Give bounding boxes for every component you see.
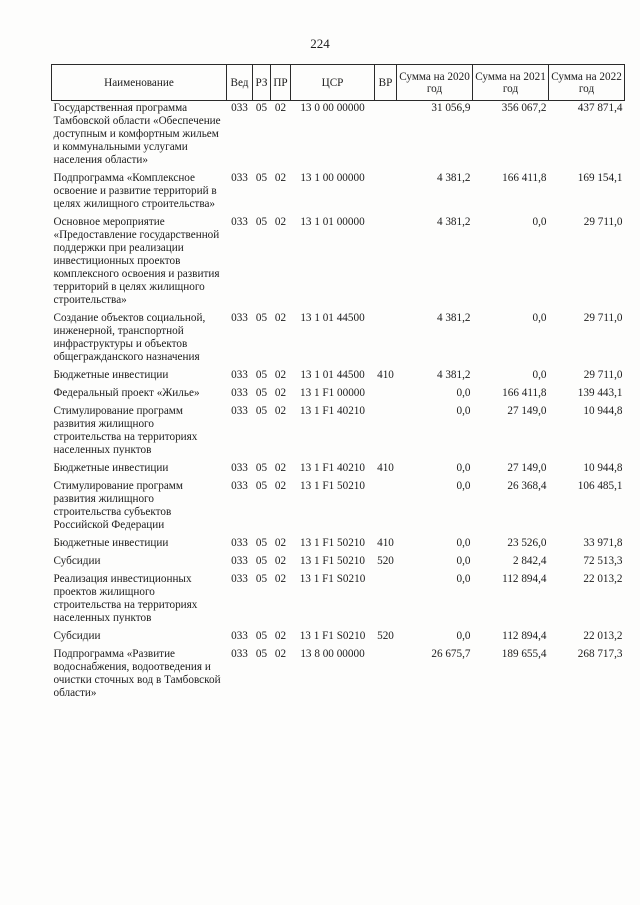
row-rz: 05 bbox=[255, 480, 268, 492]
row-vr: 520 bbox=[377, 555, 394, 567]
row-sum-2021: 0,0 bbox=[532, 216, 547, 228]
row-rz: 05 bbox=[255, 573, 268, 585]
row-rz: 05 bbox=[255, 462, 268, 474]
row-sum-2020: 0,0 bbox=[456, 387, 471, 399]
row-rz: 05 bbox=[255, 648, 268, 660]
page-number: 224 bbox=[310, 36, 330, 51]
row-ved: 033 bbox=[231, 537, 248, 549]
table-body bbox=[52, 101, 625, 706]
row-sum-2020: 26 675,7 bbox=[431, 648, 471, 660]
row-sum-2020: 0,0 bbox=[456, 462, 471, 474]
col-sum-2021: Сумма на 2021 год bbox=[473, 65, 549, 101]
row-sum-2020: 0,0 bbox=[456, 537, 471, 549]
row-vr bbox=[375, 101, 397, 173]
row-vr: 410 bbox=[377, 369, 394, 381]
row-ved: 033 bbox=[231, 648, 248, 660]
row-pr: 02 bbox=[274, 216, 287, 228]
row-pr: 02 bbox=[274, 405, 287, 417]
row-csr: 13 1 01 44500 bbox=[300, 312, 365, 324]
row-pr: 02 bbox=[274, 537, 287, 549]
row-rz: 05 bbox=[255, 216, 268, 228]
row-sum-2021: 112 894,4 bbox=[502, 573, 547, 585]
row-ved: 033 bbox=[231, 387, 248, 399]
row-sum-2021: 189 655,4 bbox=[501, 648, 547, 660]
row-name: Стимулирование программ развития жилищного строительства на территориях населенных пунктов bbox=[53, 405, 198, 456]
table-row bbox=[52, 630, 625, 648]
row-name: Основное мероприятие «Предоставление государственной поддержки при реализации инвестиционных проектов комплексного освоения и развития территорий в целях жилищного строительства» bbox=[53, 216, 220, 306]
row-sum-2020: 4 381,2 bbox=[436, 312, 471, 324]
row-sum-2022: 139 443,1 bbox=[577, 387, 623, 399]
row-ved: 033 bbox=[231, 630, 248, 642]
row-sum-2021: 26 368,4 bbox=[507, 480, 547, 492]
row-sum-2022: 437 871,4 bbox=[577, 102, 623, 114]
row-rz: 05 bbox=[255, 172, 268, 184]
table-row bbox=[52, 462, 625, 480]
col-rz: РЗ bbox=[253, 65, 271, 101]
col-sum-2022: Сумма на 2022 год bbox=[549, 65, 625, 101]
row-vr bbox=[375, 387, 397, 405]
row-sum-2021: 166 411,8 bbox=[502, 172, 547, 184]
row-rz: 05 bbox=[255, 387, 268, 399]
row-sum-2022: 268 717,3 bbox=[577, 648, 623, 660]
row-csr: 13 1 F1 50210 bbox=[300, 537, 365, 549]
header-row bbox=[52, 65, 625, 101]
row-vr bbox=[375, 312, 397, 369]
row-sum-2020: 0,0 bbox=[456, 573, 471, 585]
row-csr: 13 1 F1 50210 bbox=[300, 555, 365, 567]
row-csr: 13 8 00 00000 bbox=[300, 648, 365, 660]
row-rz: 05 bbox=[255, 312, 268, 324]
row-vr bbox=[375, 405, 397, 462]
row-sum-2020: 4 381,2 bbox=[436, 369, 471, 381]
row-sum-2020: 31 056,9 bbox=[431, 102, 471, 114]
row-vr bbox=[375, 573, 397, 630]
row-pr: 02 bbox=[274, 102, 287, 114]
row-sum-2022: 29 711,0 bbox=[583, 369, 623, 381]
table-row bbox=[52, 216, 625, 312]
row-name: Субсидии bbox=[53, 630, 101, 642]
row-sum-2022: 22 013,2 bbox=[583, 573, 623, 585]
row-csr: 13 1 F1 50210 bbox=[300, 480, 365, 492]
row-sum-2022: 106 485,1 bbox=[577, 480, 623, 492]
row-csr: 13 1 F1 40210 bbox=[300, 405, 365, 417]
col-sum-2020: Сумма на 2020 год bbox=[397, 65, 473, 101]
row-ved: 033 bbox=[231, 312, 248, 324]
row-name: Государственная программа Тамбовской области «Обеспечение доступным и комфортным жильем и коммунальными услугами населения области» bbox=[53, 102, 221, 166]
row-vr: 410 bbox=[377, 537, 394, 549]
row-sum-2021: 27 149,0 bbox=[507, 462, 547, 474]
row-rz: 05 bbox=[255, 537, 268, 549]
col-pr: ПР bbox=[271, 65, 291, 101]
row-sum-2021: 23 526,0 bbox=[507, 537, 547, 549]
row-sum-2022: 169 154,1 bbox=[577, 172, 623, 184]
row-ved: 033 bbox=[231, 216, 248, 228]
row-vr bbox=[375, 648, 397, 705]
row-ved: 033 bbox=[231, 573, 248, 585]
row-ved: 033 bbox=[231, 405, 248, 417]
row-sum-2022: 22 013,2 bbox=[583, 630, 623, 642]
row-pr: 02 bbox=[274, 648, 287, 660]
col-csr: ЦСР bbox=[291, 65, 375, 101]
row-sum-2021: 27 149,0 bbox=[507, 405, 547, 417]
table-row bbox=[52, 369, 625, 387]
row-vr bbox=[375, 172, 397, 216]
col-ved: Вед bbox=[227, 65, 253, 101]
row-name: Субсидии bbox=[53, 555, 101, 567]
row-name: Бюджетные инвестиции bbox=[53, 537, 169, 549]
row-vr bbox=[375, 480, 397, 537]
row-name: Подпрограмма «Комплексное освоение и развитие территорий в целях жилищного строительства» bbox=[53, 172, 217, 210]
table-row bbox=[52, 648, 625, 705]
row-sum-2022: 29 711,0 bbox=[583, 312, 623, 324]
row-name: Федеральный проект «Жилье» bbox=[53, 387, 200, 399]
row-csr: 13 1 01 00000 bbox=[300, 216, 365, 228]
row-rz: 05 bbox=[255, 405, 268, 417]
budget-table bbox=[51, 64, 625, 705]
row-csr: 13 1 01 44500 bbox=[300, 369, 365, 381]
row-csr: 13 0 00 00000 bbox=[300, 102, 365, 114]
row-csr: 13 1 00 00000 bbox=[300, 172, 365, 184]
row-ved: 033 bbox=[231, 102, 248, 114]
col-vr: ВР bbox=[375, 65, 397, 101]
row-csr: 13 1 F1 S0210 bbox=[299, 630, 366, 642]
row-sum-2022: 33 971,8 bbox=[583, 537, 623, 549]
row-sum-2020: 4 381,2 bbox=[436, 172, 471, 184]
row-sum-2020: 0,0 bbox=[456, 630, 471, 642]
row-vr bbox=[375, 216, 397, 312]
row-name: Бюджетные инвестиции bbox=[53, 462, 169, 474]
row-rz: 05 bbox=[255, 102, 268, 114]
table-row bbox=[52, 387, 625, 405]
row-pr: 02 bbox=[274, 573, 287, 585]
row-sum-2021: 112 894,4 bbox=[502, 630, 547, 642]
table-row bbox=[52, 172, 625, 216]
row-pr: 02 bbox=[274, 172, 287, 184]
row-pr: 02 bbox=[274, 555, 287, 567]
row-sum-2021: 356 067,2 bbox=[501, 102, 547, 114]
row-csr: 13 1 F1 00000 bbox=[300, 387, 365, 399]
row-ved: 033 bbox=[231, 369, 248, 381]
row-pr: 02 bbox=[274, 312, 287, 324]
row-pr: 02 bbox=[274, 480, 287, 492]
row-name: Реализация инвестиционных проектов жилищного строительства на территориях населенных пунктов bbox=[53, 573, 198, 624]
col-name: Наименование bbox=[52, 65, 227, 101]
row-ved: 033 bbox=[231, 480, 248, 492]
row-csr: 13 1 F1 S0210 bbox=[299, 573, 366, 585]
row-sum-2021: 166 411,8 bbox=[502, 387, 547, 399]
row-pr: 02 bbox=[274, 630, 287, 642]
row-sum-2020: 0,0 bbox=[456, 555, 471, 567]
row-sum-2021: 0,0 bbox=[532, 312, 547, 324]
row-pr: 02 bbox=[274, 387, 287, 399]
row-sum-2020: 0,0 bbox=[456, 405, 471, 417]
row-sum-2021: 0,0 bbox=[532, 369, 547, 381]
row-name: Стимулирование программ развития жилищного строительства субъектов Российской Федерации bbox=[53, 480, 183, 531]
row-sum-2022: 72 513,3 bbox=[583, 555, 623, 567]
table-row bbox=[52, 480, 625, 537]
row-sum-2020: 4 381,2 bbox=[436, 216, 471, 228]
row-sum-2020: 0,0 bbox=[456, 480, 471, 492]
row-ved: 033 bbox=[231, 462, 248, 474]
row-sum-2022: 29 711,0 bbox=[583, 216, 623, 228]
row-pr: 02 bbox=[274, 462, 287, 474]
row-sum-2021: 2 842,4 bbox=[512, 555, 547, 567]
table-row bbox=[52, 555, 625, 573]
row-name: Создание объектов социальной, инженерной, транспортной инфраструктуры и объектов общегражданского назначения bbox=[53, 312, 206, 363]
row-rz: 05 bbox=[255, 555, 268, 567]
row-ved: 033 bbox=[231, 555, 248, 567]
row-vr: 520 bbox=[377, 630, 394, 642]
row-sum-2022: 10 944,8 bbox=[583, 405, 623, 417]
row-ved: 033 bbox=[231, 172, 248, 184]
row-rz: 05 bbox=[255, 630, 268, 642]
table-row bbox=[52, 537, 625, 555]
row-sum-2022: 10 944,8 bbox=[583, 462, 623, 474]
table-row bbox=[52, 101, 625, 173]
table-row bbox=[52, 312, 625, 369]
row-rz: 05 bbox=[255, 369, 268, 381]
row-pr: 02 bbox=[274, 369, 287, 381]
row-name: Бюджетные инвестиции bbox=[53, 369, 169, 381]
row-name: Подпрограмма «Развитие водоснабжения, водоотведения и очистки сточных вод в Тамбовской области» bbox=[53, 648, 221, 699]
table-row bbox=[52, 405, 625, 462]
row-csr: 13 1 F1 40210 bbox=[300, 462, 365, 474]
row-vr: 410 bbox=[377, 462, 394, 474]
table-row bbox=[52, 573, 625, 630]
